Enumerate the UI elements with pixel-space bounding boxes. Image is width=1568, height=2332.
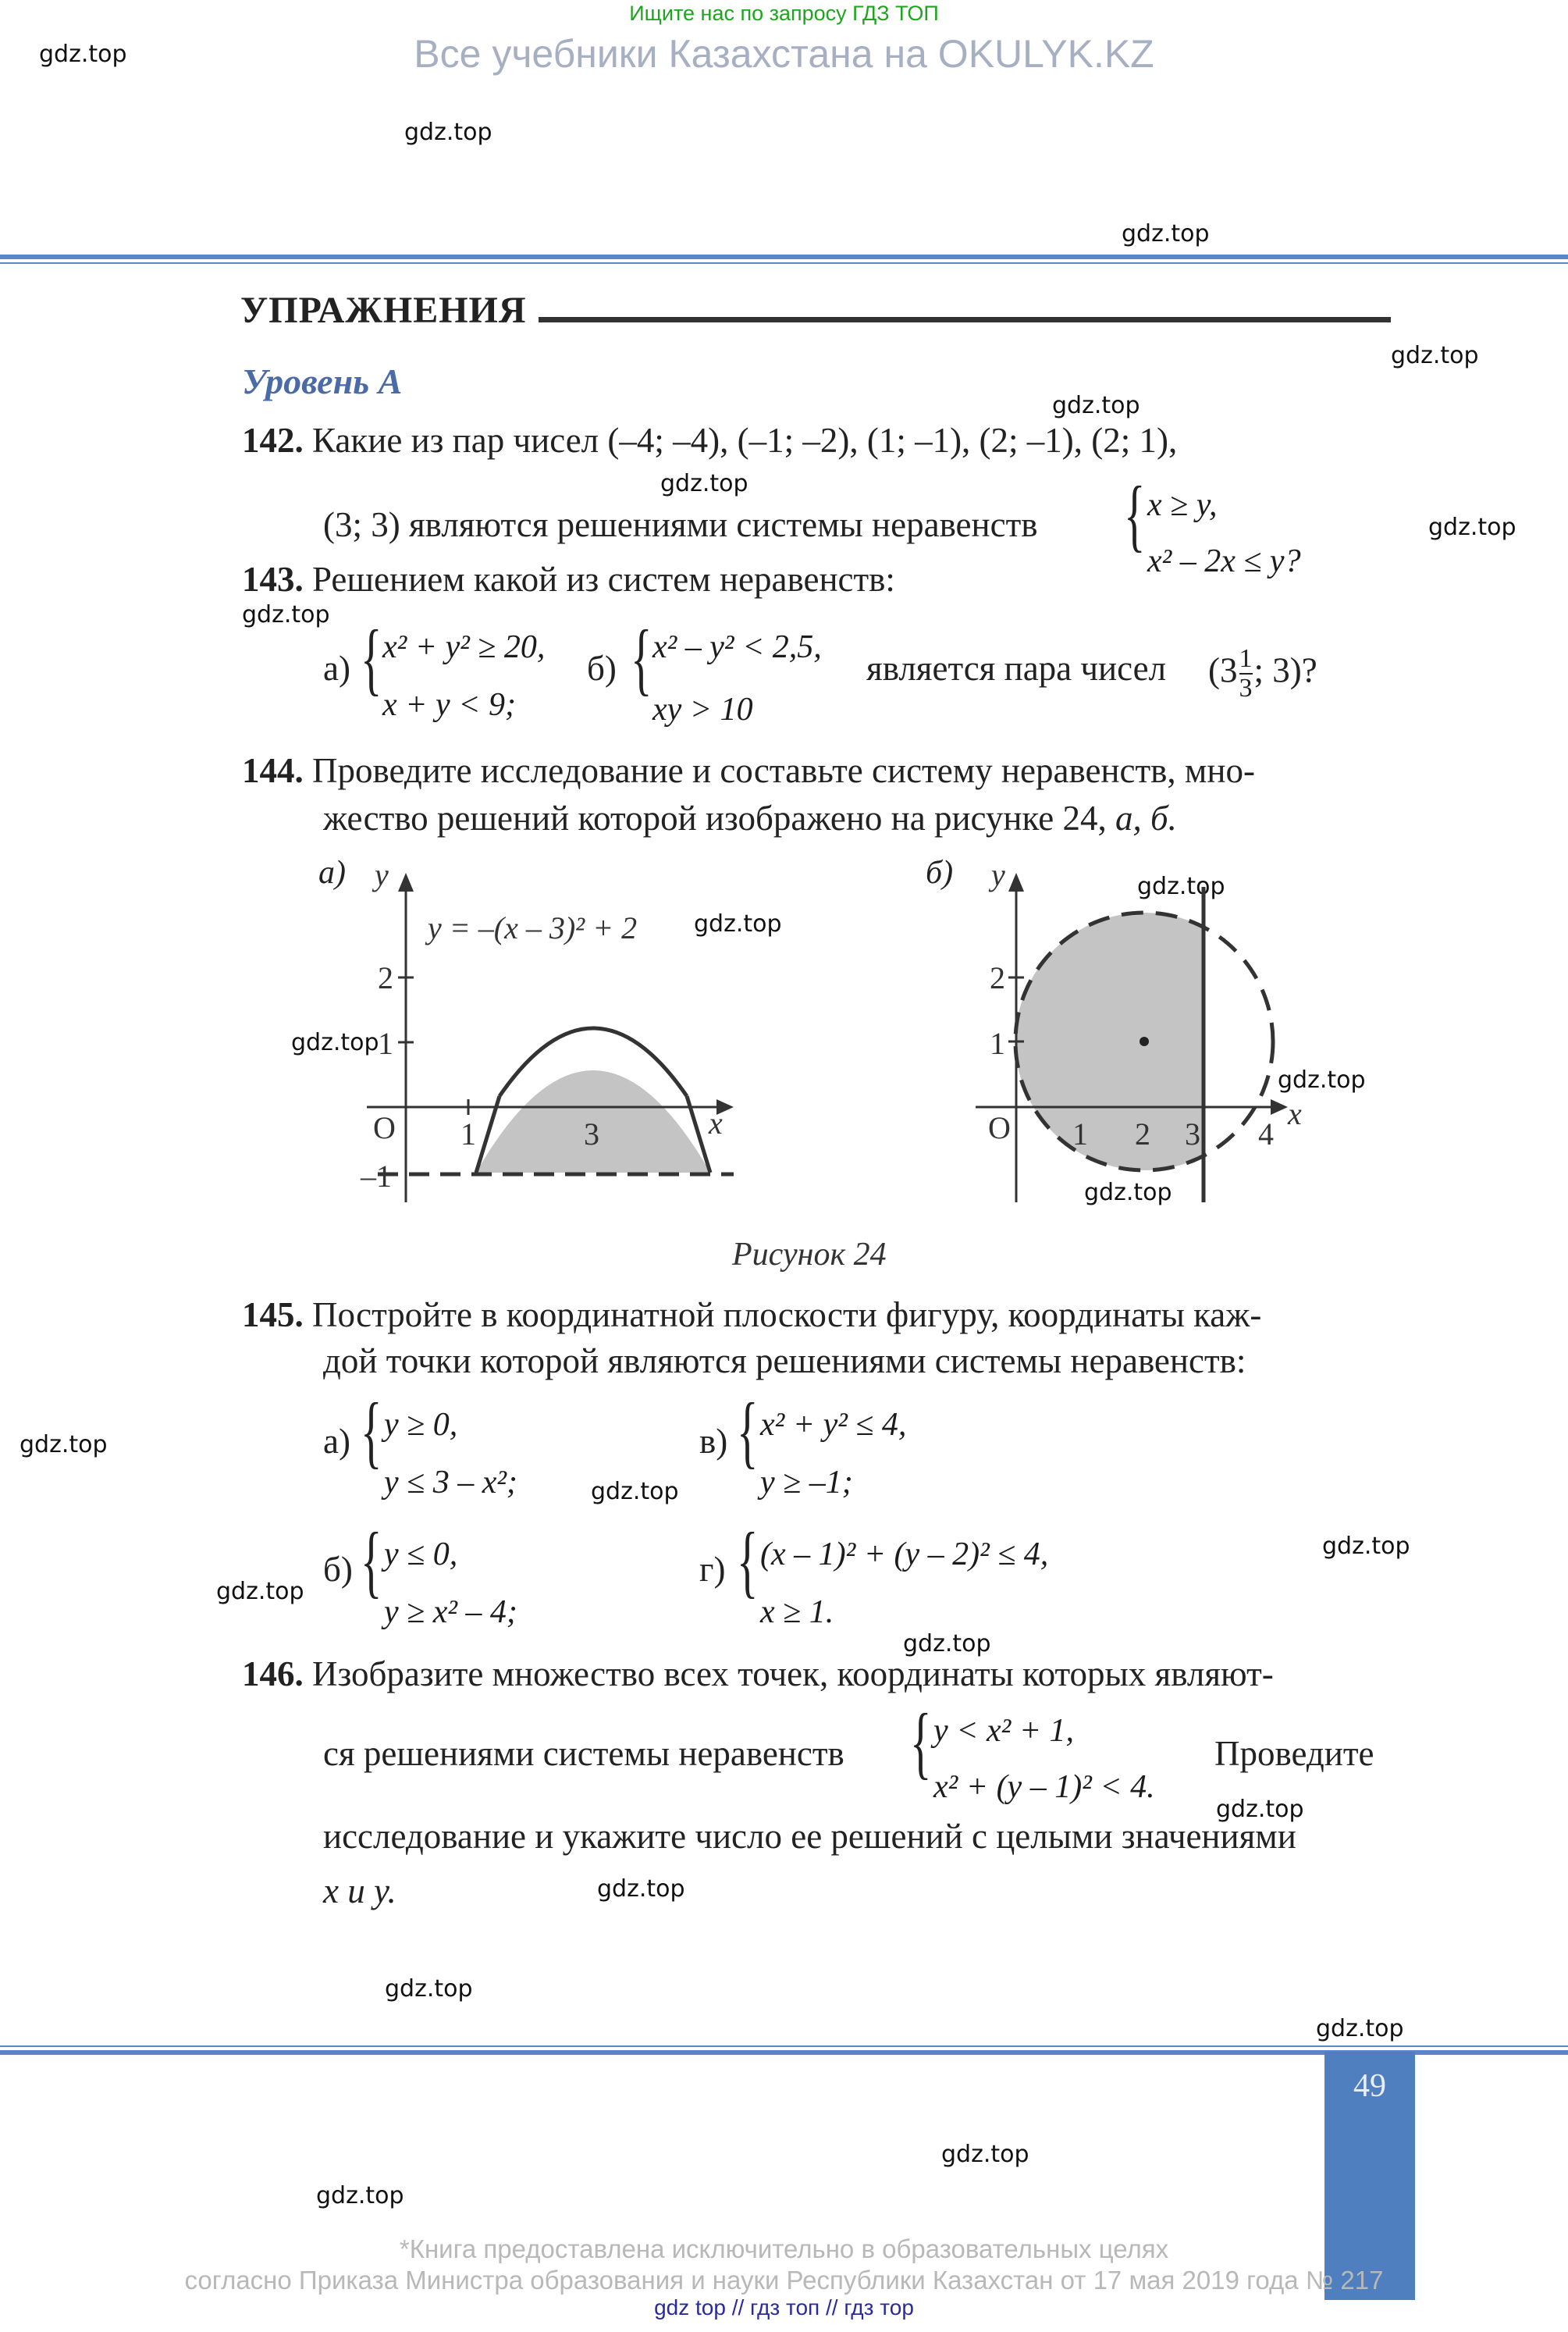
axis-label-y: y bbox=[375, 859, 389, 892]
figure-a bbox=[343, 859, 780, 1218]
watermark: gdz.top bbox=[1278, 1066, 1366, 1094]
section-title: УПРАЖНЕНИЯ bbox=[240, 290, 527, 331]
system-line: x² – y² < 2,5, bbox=[652, 629, 822, 665]
watermark: gdz.top bbox=[1316, 2015, 1404, 2042]
watermark: gdz.top bbox=[39, 41, 127, 68]
top-rule-thin bbox=[0, 262, 1568, 264]
option-label: а) bbox=[323, 1422, 350, 1461]
figure-a-label: а) bbox=[318, 855, 346, 891]
tick-label-y: 2 bbox=[378, 960, 393, 995]
system-brace: { bbox=[737, 1387, 759, 1476]
fraction-denominator: 3 bbox=[1239, 674, 1253, 703]
option-label: г) bbox=[699, 1550, 726, 1589]
exercise-text: является пара чисел bbox=[866, 649, 1167, 688]
tick-label-x: 3 bbox=[584, 1116, 599, 1152]
tick-label-x: 3 bbox=[1185, 1116, 1200, 1152]
system-line: x² + (y – 1)² < 4. bbox=[933, 1769, 1155, 1805]
circle-center-point bbox=[1140, 1037, 1149, 1046]
watermark: gdz.top bbox=[20, 1431, 108, 1458]
pair-rest: ; 3)? bbox=[1253, 650, 1317, 690]
exercise-number: 145. bbox=[242, 1295, 304, 1334]
exercise-145-line2: дой точки которой являются решениями системы неравенств: bbox=[323, 1341, 1246, 1380]
exercise-number: 146. bbox=[242, 1654, 304, 1693]
option-label: б) bbox=[323, 1550, 353, 1589]
system-line: x + y < 9; bbox=[382, 687, 516, 723]
watermark: gdz.top bbox=[660, 470, 748, 497]
figure-b-label: б) bbox=[926, 855, 954, 891]
exercise-number: 143. bbox=[242, 560, 304, 599]
system-brace: { bbox=[1124, 470, 1146, 560]
watermark: gdz.top bbox=[941, 2141, 1029, 2168]
system-brace: { bbox=[361, 614, 382, 703]
y-axis-arrow bbox=[1008, 873, 1024, 892]
system-line: y ≥ –1; bbox=[760, 1465, 853, 1501]
tick-label-x: 1 bbox=[460, 1116, 476, 1152]
site-banner[interactable]: Все учебники Казахстана на OKULYK.KZ bbox=[414, 32, 1154, 76]
title-underline bbox=[539, 317, 1391, 322]
watermark: gdz.top bbox=[694, 910, 782, 938]
tick-label-y: 1 bbox=[378, 1026, 393, 1061]
exercise-143 bbox=[242, 556, 895, 603]
exercise-text: жество решений которой изображено на рисунке 24, bbox=[323, 799, 1107, 838]
origin-label: O bbox=[988, 1110, 1011, 1145]
axis-label-x: x bbox=[1288, 1096, 1302, 1131]
watermark: gdz.top bbox=[404, 119, 492, 146]
system-brace: { bbox=[361, 1387, 382, 1476]
exercise-144 bbox=[242, 747, 1255, 794]
promo-text: Ищите нас по запросу ГДЗ ТОП bbox=[629, 2, 939, 25]
system-line: xy > 10 bbox=[652, 692, 753, 728]
watermark: gdz.top bbox=[597, 1875, 685, 1903]
tick-label-x: 4 bbox=[1258, 1116, 1274, 1152]
watermark: gdz.top bbox=[903, 1630, 991, 1657]
exercise-146-line3: исследование и укажите число ее решений с целыми значениями bbox=[323, 1817, 1296, 1856]
footer-disclaimer: *Книга предоставлена исключительно в образовательных целях bbox=[399, 2234, 1169, 2263]
system-line: (x – 1)² + (y – 2)² ≤ 4, bbox=[760, 1536, 1049, 1572]
y-axis-arrow bbox=[398, 873, 414, 892]
exercise-145 bbox=[242, 1291, 1261, 1338]
tick-label-x: 2 bbox=[1135, 1116, 1150, 1152]
watermark: gdz.top bbox=[1391, 342, 1479, 369]
axis-label-x: x bbox=[709, 1105, 723, 1141]
option-label: в) bbox=[699, 1422, 728, 1461]
fraction-numerator: 1 bbox=[1239, 644, 1253, 673]
tick-label-y: 1 bbox=[990, 1026, 1005, 1061]
exercise-146 bbox=[242, 1650, 1274, 1697]
equation-label: y = –(x – 3)² + 2 bbox=[428, 910, 638, 945]
pair-whole: (3 bbox=[1208, 650, 1238, 690]
tick-label-y: 2 bbox=[990, 960, 1005, 995]
exercise-144-line2 bbox=[323, 795, 1177, 842]
origin-label: O bbox=[373, 1110, 396, 1145]
exercise-text: Постройте в координатной плоскости фигуру, координаты каж- bbox=[312, 1295, 1262, 1334]
exercise-text: Изобразите множество всех точек, координаты которых являют- bbox=[312, 1654, 1274, 1693]
axis-label-y: y bbox=[991, 859, 1005, 892]
footer-disclaimer-line2: согласно Приказа Министра образования и науки Республики Казахстан от 17 мая 2019 года № 217 bbox=[184, 2266, 1384, 2295]
system-line: y ≥ 0, bbox=[384, 1407, 458, 1443]
figure-caption: Рисунок 24 bbox=[732, 1237, 887, 1273]
watermark: gdz.top bbox=[1052, 392, 1140, 419]
system-brace: { bbox=[631, 614, 652, 703]
watermark: gdz.top bbox=[1137, 873, 1225, 900]
level-heading: Уровень А bbox=[242, 361, 403, 401]
tick-label-y: –1 bbox=[361, 1159, 392, 1194]
option-label: а) bbox=[323, 649, 350, 688]
system-line: x² + y² ≥ 20, bbox=[382, 629, 546, 665]
exercise-146-line4: x и y. bbox=[323, 1871, 396, 1910]
exercise-text: Проведите исследование и составьте систему неравенств, мно- bbox=[312, 751, 1255, 790]
watermark: gdz.top bbox=[591, 1478, 679, 1505]
exercise-text: Какие из пар чисел (–4; –4), (–1; –2), (1; –1), (2; –1), (2; 1), bbox=[312, 421, 1178, 460]
exercise-142 bbox=[242, 417, 1177, 464]
figure-ref: а, б. bbox=[1115, 799, 1177, 838]
bottom-rule-thin bbox=[0, 2045, 1568, 2047]
watermark: gdz.top bbox=[1428, 514, 1516, 541]
option-label: б) bbox=[587, 649, 617, 688]
pair-value bbox=[1208, 645, 1317, 703]
system-line: y ≤ 0, bbox=[384, 1536, 458, 1572]
watermark: gdz.top bbox=[1122, 220, 1210, 247]
system-line: y ≥ x² – 4; bbox=[384, 1594, 517, 1630]
page-number: 49 bbox=[1353, 2068, 1386, 2104]
system-line: y < x² + 1, bbox=[933, 1713, 1075, 1749]
system-line: x² + y² ≤ 4, bbox=[760, 1407, 907, 1443]
system-brace: { bbox=[910, 1697, 932, 1787]
watermark: gdz.top bbox=[291, 1029, 379, 1056]
x-axis-arrow bbox=[1271, 1099, 1288, 1115]
figure-b bbox=[960, 859, 1350, 1218]
system-brace: { bbox=[361, 1516, 382, 1606]
watermark: gdz.top bbox=[216, 1578, 304, 1605]
system-line: y ≤ 3 – x²; bbox=[384, 1465, 517, 1501]
watermark: gdz.top bbox=[1084, 1179, 1172, 1206]
exercise-142-line2: (3; 3) являются решениями системы неравенств bbox=[323, 505, 1038, 544]
watermark: gdz.top bbox=[1322, 1533, 1410, 1560]
exercise-text: Проведите bbox=[1214, 1734, 1374, 1773]
footer-links[interactable]: gdz top // гдз топ // гдз тор bbox=[654, 2295, 914, 2320]
system-line: x ≥ y, bbox=[1147, 487, 1218, 523]
watermark: gdz.top bbox=[1216, 1796, 1304, 1823]
exercise-text: Решением какой из систем неравенств: bbox=[312, 560, 895, 599]
exercise-number: 144. bbox=[242, 751, 304, 790]
watermark: gdz.top bbox=[316, 2182, 404, 2209]
watermark: gdz.top bbox=[242, 601, 330, 628]
fraction bbox=[1239, 645, 1253, 703]
exercise-146-line2: ся решениями системы неравенств bbox=[323, 1734, 844, 1773]
exercise-number: 142. bbox=[242, 421, 304, 460]
tick-label-x: 1 bbox=[1072, 1116, 1088, 1152]
system-brace: { bbox=[737, 1516, 759, 1606]
top-rule bbox=[0, 255, 1568, 259]
watermark: gdz.top bbox=[385, 1975, 473, 2003]
system-line: x ≥ 1. bbox=[760, 1594, 834, 1630]
system-line: x² – 2x ≤ y? bbox=[1147, 543, 1301, 579]
